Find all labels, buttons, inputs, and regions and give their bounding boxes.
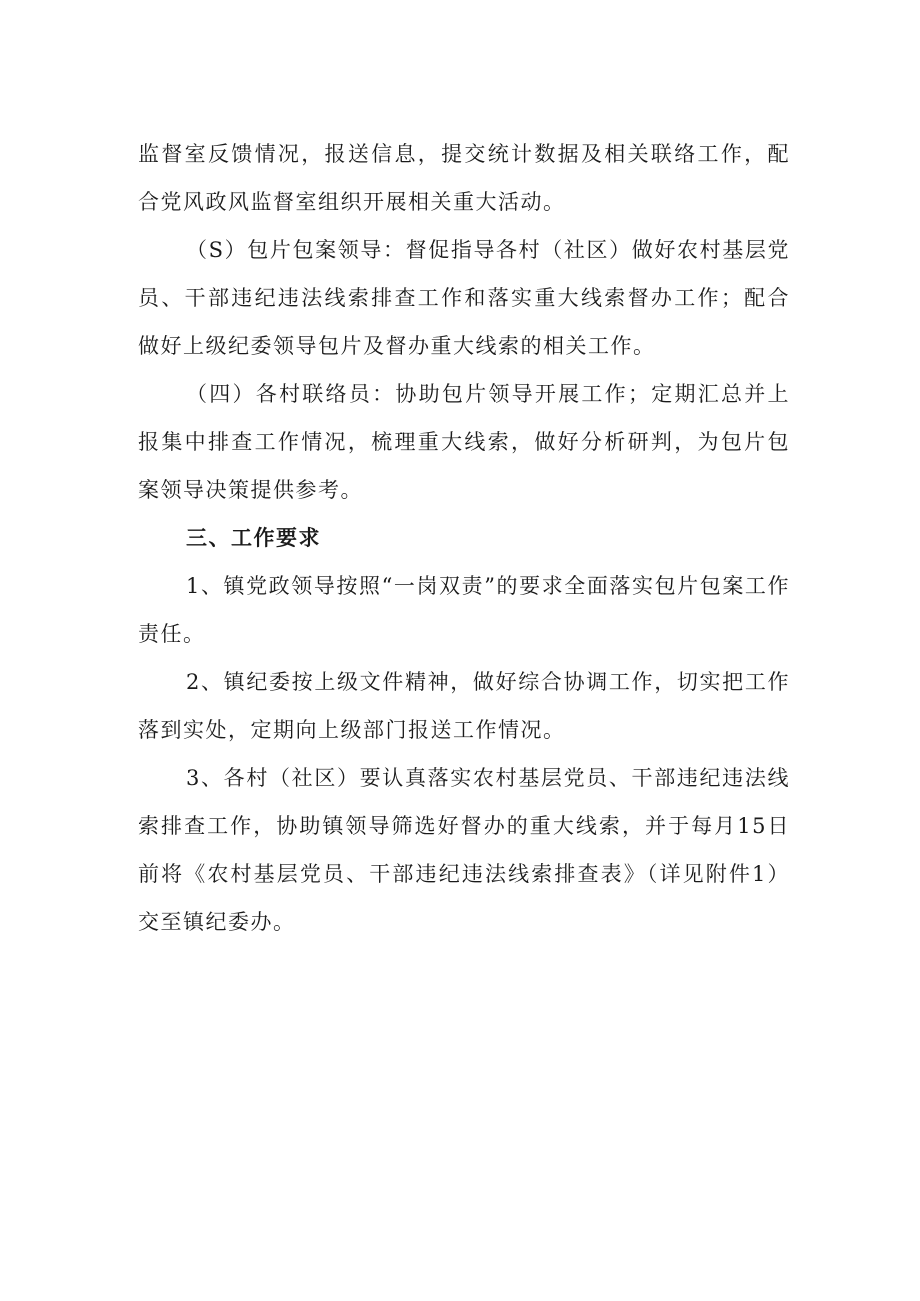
paragraph-continuation: 监督室反馈情况，报送信息，提交统计数据及相关联络工作，配合党风政风监督室组织开展相关重大活动。: [138, 142, 790, 214]
document-body: [138, 130, 790, 946]
paragraph-item-s: （S）包片包案领导：督促指导各村（社区）做好农村基层党员、干部违纪违法线索排查工作和落实重大线索督办工作；配合做好上级纪委领导包片及督办重大线索的相关工作。: [138, 238, 790, 358]
section-heading: 三、工作要求: [186, 526, 321, 550]
requirement-1: 1、镇党政领导按照“一岗双责”的要求全面落实包片包案工作责任。: [138, 574, 790, 646]
requirement-3: 3、各村（社区）要认真落实农村基层党员、干部违纪违法线索排查工作，协助镇领导筛选好督办的重大线索，并于每月15日前将《农村基层党员、干部违纪违法线索排查表》（详见附件1）交至镇纪委办。: [138, 766, 790, 934]
paragraph-item-four: （四）各村联络员：协助包片领导开展工作；定期汇总并上报集中排查工作情况，梳理重大线索，做好分析研判，为包片包案领导决策提供参考。: [138, 382, 790, 502]
requirement-2: 2、镇纪委按上级文件精神，做好综合协调工作，切实把工作落到实处，定期向上级部门报送工作情况。: [138, 670, 790, 742]
